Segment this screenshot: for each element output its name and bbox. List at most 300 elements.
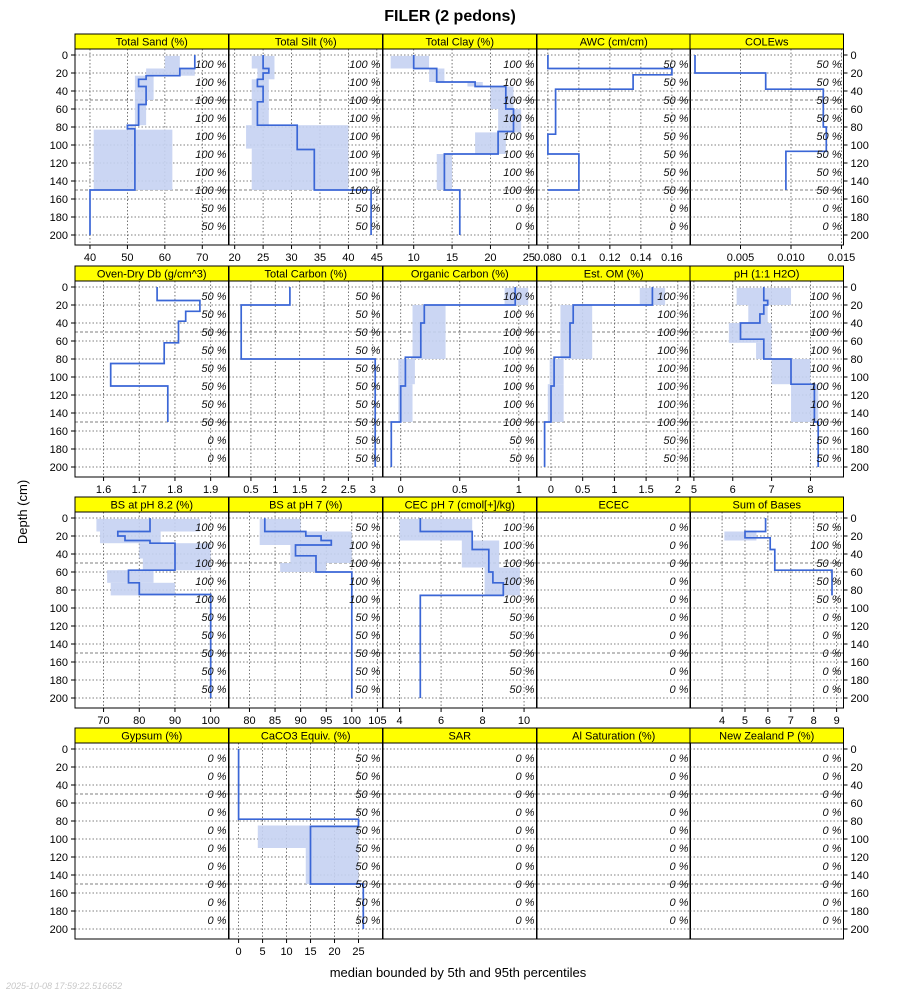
percent-label: 50 % — [663, 435, 689, 447]
x-tick-label: 7 — [768, 484, 775, 496]
panel-frame — [75, 743, 229, 939]
panel-title: Sum of Bases — [732, 499, 801, 512]
percent-label: 50 % — [663, 95, 689, 107]
depth-tick-label: 200 — [850, 924, 869, 936]
percent-label: 0 % — [822, 879, 842, 891]
depth-tick-label: 20 — [850, 531, 863, 543]
percentile-band — [400, 519, 473, 541]
percent-label: 50 % — [201, 291, 227, 303]
depth-tick-label: 120 — [49, 852, 68, 864]
panel-title: BS at pH 7 (%) — [269, 499, 343, 512]
x-tick-label: 0.12 — [599, 252, 621, 264]
percent-label: 100 % — [503, 309, 535, 321]
panel-frame — [690, 743, 844, 939]
percentile-band — [748, 305, 767, 323]
panel-data — [391, 55, 521, 235]
percent-label: 50 % — [355, 753, 381, 765]
percentile-band — [165, 56, 180, 69]
x-tick-label: 15 — [304, 946, 317, 958]
percent-label: 50 % — [355, 345, 381, 357]
depth-tick-label: 200 — [850, 230, 869, 242]
depth-tick-label: 120 — [850, 390, 869, 402]
panel-data — [695, 55, 826, 190]
percent-label: 0 % — [207, 435, 227, 447]
percentile-band — [252, 149, 349, 190]
percent-label: 0 % — [669, 666, 689, 678]
depth-tick-label: 140 — [850, 408, 869, 420]
percent-label: 100 % — [349, 113, 381, 125]
x-tick-label: 0.16 — [661, 252, 683, 264]
percent-label: 100 % — [810, 291, 842, 303]
panel — [50, 497, 229, 727]
percent-label: 0 % — [207, 453, 227, 465]
percent-label: 0 % — [669, 825, 689, 837]
median-line — [111, 287, 200, 422]
x-tick-label: 60 — [158, 252, 171, 264]
x-tick-label: 40 — [342, 252, 355, 264]
percent-label: 100 % — [195, 149, 227, 161]
percent-label: 50 % — [355, 612, 381, 624]
percentile-band — [475, 132, 506, 154]
x-tick-label: 45 — [370, 252, 383, 264]
x-tick-label: 100 — [201, 715, 220, 727]
x-tick-label: 30 — [285, 252, 298, 264]
panel — [229, 728, 383, 958]
percent-label: 0 % — [669, 558, 689, 570]
depth-tick-label: 100 — [850, 140, 869, 152]
percent-label: 100 % — [503, 594, 535, 606]
percent-label: 0 % — [515, 897, 535, 909]
x-tick-label: 3 — [369, 484, 376, 496]
percent-label: 100 % — [810, 327, 842, 339]
panel — [537, 266, 691, 496]
depth-tick-label: 80 — [55, 585, 68, 597]
percent-label: 0 % — [822, 789, 842, 801]
x-tick-label: 40 — [83, 252, 97, 264]
x-tick-label: 1.8 — [167, 484, 183, 496]
x-tick-label: 70 — [196, 252, 209, 264]
depth-tick-label: 120 — [850, 852, 869, 864]
x-tick-label: 0.005 — [726, 252, 755, 264]
percent-label: 100 % — [349, 59, 381, 71]
percent-label: 100 % — [195, 594, 227, 606]
percentile-band — [560, 305, 592, 359]
percentile-band — [413, 305, 446, 359]
depth-tick-label: 80 — [55, 122, 68, 134]
depth-tick-label: 60 — [850, 567, 863, 579]
depth-tick-label: 200 — [49, 693, 68, 705]
x-tick-label: 25 — [256, 252, 270, 264]
panel-title: Total Carbon (%) — [264, 268, 348, 281]
percent-label: 50 % — [816, 594, 842, 606]
percent-label: 100 % — [503, 399, 535, 411]
percent-label: 50 % — [663, 59, 689, 71]
percent-label: 50 % — [355, 666, 381, 678]
percent-label: 0 % — [822, 630, 842, 642]
percent-label: 50 % — [355, 879, 381, 891]
depth-tick-label: 60 — [55, 798, 68, 810]
depth-tick-label: 120 — [850, 158, 869, 170]
depth-tick-label: 140 — [49, 176, 68, 188]
x-tick-label: 7 — [787, 715, 794, 727]
depth-tick-label: 20 — [55, 531, 68, 543]
panel — [690, 34, 869, 264]
percent-label: 50 % — [509, 453, 535, 465]
depth-tick-label: 0 — [61, 744, 68, 756]
percent-label: 100 % — [810, 345, 842, 357]
depth-tick-label: 20 — [55, 68, 68, 80]
panel-title: BS at pH 8.2 (%) — [110, 499, 194, 512]
panel-data — [400, 518, 520, 698]
percent-label: 50 % — [816, 77, 842, 89]
x-tick-label: 105 — [368, 715, 387, 727]
percent-label: 50 % — [201, 327, 227, 339]
percent-label: 0 % — [207, 897, 227, 909]
percent-label: 50 % — [355, 399, 381, 411]
depth-tick-label: 180 — [49, 906, 68, 918]
percent-label: 0 % — [515, 753, 535, 765]
depth-tick-label: 160 — [850, 657, 869, 669]
percent-label: 0 % — [207, 861, 227, 873]
percent-label: 100 % — [503, 77, 535, 89]
x-tick-label: 25 — [522, 252, 535, 264]
percent-label: 0 % — [669, 879, 689, 891]
x-tick-label: 0.1 — [571, 252, 587, 264]
depth-tick-label: 0 — [850, 744, 857, 756]
panel-title: SAR — [448, 730, 472, 743]
x-tick-label: 95 — [320, 715, 333, 727]
x-tick-label: 6 — [764, 715, 771, 727]
x-tick-label: 0 — [397, 484, 404, 496]
percentile-band — [260, 519, 301, 532]
panel — [50, 266, 229, 496]
percent-label: 100 % — [349, 558, 381, 570]
percent-label: 0 % — [669, 221, 689, 233]
depth-tick-label: 160 — [850, 426, 869, 438]
x-tick-label: 80 — [133, 715, 146, 727]
percent-label: 0 % — [207, 825, 227, 837]
panel-title: Oven-Dry Db (g/cm^3) — [96, 268, 207, 281]
percent-label: 50 % — [663, 149, 689, 161]
percent-label: 100 % — [503, 381, 535, 393]
depth-tick-label: 100 — [49, 834, 68, 846]
x-tick-label: 1 — [611, 484, 618, 496]
percentile-band — [146, 69, 195, 76]
percent-label: 50 % — [355, 789, 381, 801]
percent-label: 50 % — [201, 399, 227, 411]
panel — [383, 497, 537, 727]
percent-label: 100 % — [503, 59, 535, 71]
percent-label: 0 % — [515, 843, 535, 855]
depth-tick-label: 20 — [850, 300, 863, 312]
percent-label: 50 % — [663, 453, 689, 465]
percent-label: 50 % — [355, 309, 381, 321]
panel-title: CaCO3 Equiv. (%) — [260, 730, 351, 743]
depth-tick-label: 140 — [850, 870, 869, 882]
percent-label: 50 % — [816, 149, 842, 161]
x-tick-label: 1.5 — [638, 484, 654, 496]
percent-label: 0 % — [207, 771, 227, 783]
percent-label: 50 % — [663, 167, 689, 179]
percent-label: 0 % — [515, 203, 535, 215]
percent-label: 0 % — [822, 843, 842, 855]
x-tick-label: 1.9 — [203, 484, 219, 496]
depth-tick-label: 200 — [49, 924, 68, 936]
panel-data — [729, 287, 818, 467]
percent-label: 100 % — [195, 558, 227, 570]
percent-label: 100 % — [503, 95, 535, 107]
panel-frame — [383, 743, 537, 939]
percent-label: 50 % — [201, 381, 227, 393]
percent-label: 50 % — [355, 327, 381, 339]
panel — [229, 266, 383, 496]
percent-label: 50 % — [509, 666, 535, 678]
depth-tick-label: 140 — [49, 408, 68, 420]
x-tick-label: 25 — [352, 946, 365, 958]
depth-tick-label: 80 — [55, 354, 68, 366]
percent-label: 50 % — [816, 435, 842, 447]
percent-label: 50 % — [201, 684, 227, 696]
percent-label: 0 % — [515, 861, 535, 873]
percent-label: 50 % — [355, 630, 381, 642]
panel-grid — [383, 749, 537, 929]
percentile-band — [280, 563, 326, 572]
percentile-band — [94, 130, 173, 190]
panel-data — [111, 287, 200, 422]
percent-label: 100 % — [349, 149, 381, 161]
percent-label: 50 % — [509, 630, 535, 642]
percent-label: 0 % — [669, 861, 689, 873]
depth-tick-label: 180 — [49, 444, 68, 456]
depth-tick-label: 40 — [55, 86, 68, 98]
x-tick-label: 15 — [445, 252, 459, 264]
percent-label: 100 % — [195, 131, 227, 143]
percent-label: 0 % — [822, 666, 842, 678]
x-tick-label: 5 — [741, 715, 749, 727]
percent-label: 100 % — [195, 522, 227, 534]
depth-tick-label: 180 — [49, 212, 68, 224]
panel-grid — [537, 749, 691, 929]
depth-tick-label: 20 — [55, 762, 68, 774]
depth-tick-label: 160 — [49, 888, 68, 900]
percent-label: 50 % — [355, 291, 381, 303]
percent-label: 0 % — [822, 897, 842, 909]
percent-label: 50 % — [355, 453, 381, 465]
percent-label: 50 % — [816, 95, 842, 107]
depth-tick-label: 140 — [49, 639, 68, 651]
percent-label: 0 % — [822, 861, 842, 873]
percent-label: 50 % — [663, 131, 689, 143]
percent-label: 0 % — [515, 771, 535, 783]
percent-label: 100 % — [503, 327, 535, 339]
depth-tick-label: 100 — [49, 372, 68, 384]
percent-label: 50 % — [355, 843, 381, 855]
panel-data — [90, 55, 195, 235]
depth-tick-label: 40 — [850, 318, 863, 330]
depth-tick-label: 160 — [850, 194, 869, 206]
depth-tick-label: 200 — [49, 462, 68, 474]
percent-label: 0 % — [515, 221, 535, 233]
percent-label: 100 % — [657, 363, 689, 375]
percent-label: 100 % — [503, 558, 535, 570]
depth-tick-label: 40 — [55, 318, 68, 330]
percent-label: 100 % — [503, 167, 535, 179]
depth-tick-label: 180 — [850, 444, 869, 456]
x-tick-label: 1.7 — [131, 484, 147, 496]
percent-label: 100 % — [349, 594, 381, 606]
percent-label: 100 % — [810, 381, 842, 393]
x-tick-label: 0 — [547, 484, 555, 496]
percent-label: 50 % — [355, 684, 381, 696]
panel — [690, 728, 869, 939]
percent-label: 0 % — [669, 807, 689, 819]
x-axis-label: median bounded by 5th and 95th percentiles — [329, 965, 587, 980]
percent-label: 100 % — [503, 291, 535, 303]
panel-title: CEC pH 7 (cmol[+]/kg) — [404, 499, 515, 512]
x-tick-label: 100 — [342, 715, 361, 727]
depth-tick-label: 60 — [55, 567, 68, 579]
percent-label: 100 % — [657, 291, 689, 303]
percent-label: 0 % — [669, 612, 689, 624]
percent-label: 100 % — [503, 113, 535, 125]
percent-label: 100 % — [810, 363, 842, 375]
percent-label: 50 % — [355, 363, 381, 375]
percentile-band — [135, 87, 154, 101]
panel-frame — [537, 512, 691, 708]
percent-label: 100 % — [503, 363, 535, 375]
percent-label: 0 % — [207, 879, 227, 891]
depth-tick-label: 140 — [49, 870, 68, 882]
percent-label: 100 % — [503, 576, 535, 588]
percent-label: 100 % — [503, 131, 535, 143]
x-tick-label: 50 — [121, 252, 134, 264]
percent-label: 50 % — [201, 666, 227, 678]
percent-label: 0 % — [822, 915, 842, 927]
percent-label: 0 % — [669, 753, 689, 765]
depth-tick-label: 0 — [850, 513, 857, 525]
percentile-band — [398, 359, 415, 384]
depth-tick-label: 180 — [850, 906, 869, 918]
depth-tick-label: 160 — [49, 426, 68, 438]
percent-label: 0 % — [207, 843, 227, 855]
x-tick-label: 90 — [168, 715, 182, 727]
percent-label: 50 % — [201, 630, 227, 642]
percentile-band — [550, 359, 564, 384]
percent-label: 100 % — [349, 95, 381, 107]
percent-label: 0 % — [822, 612, 842, 624]
depth-tick-label: 120 — [49, 390, 68, 402]
x-tick-label: 90 — [294, 715, 307, 727]
depth-tick-label: 160 — [850, 888, 869, 900]
percentile-band — [306, 848, 359, 884]
percent-label: 0 % — [822, 825, 842, 837]
percent-label: 50 % — [201, 203, 227, 215]
x-tick-label: 6 — [438, 715, 445, 727]
x-tick-label: 80 — [243, 715, 256, 727]
percent-label: 50 % — [201, 363, 227, 375]
x-tick-label: 2.5 — [340, 484, 357, 496]
percentile-band — [252, 79, 269, 100]
percent-label: 0 % — [669, 594, 689, 606]
percent-label: 100 % — [349, 576, 381, 588]
percent-label: 0 % — [822, 807, 842, 819]
panel-title: pH (1:1 H2O) — [734, 268, 800, 281]
percent-label: 0 % — [669, 897, 689, 909]
percent-label: 0 % — [515, 789, 535, 801]
x-tick-label: 10 — [280, 946, 293, 958]
depth-tick-label: 180 — [49, 675, 68, 687]
x-tick-label: 0.14 — [630, 252, 652, 264]
x-tick-label: 0.015 — [827, 252, 856, 264]
x-tick-label: 1.5 — [292, 484, 308, 496]
x-tick-label: 5 — [690, 484, 697, 496]
depth-tick-label: 0 — [850, 282, 857, 294]
y-axis-label: Depth (cm) — [15, 479, 30, 545]
percent-label: 50 % — [355, 221, 381, 233]
panel-grid — [690, 749, 844, 929]
depth-tick-label: 40 — [55, 549, 68, 561]
panel — [383, 34, 537, 264]
percent-label: 100 % — [657, 399, 689, 411]
panel — [50, 34, 229, 264]
percent-label: 0 % — [669, 789, 689, 801]
percent-label: 50 % — [816, 59, 842, 71]
percent-label: 100 % — [349, 540, 381, 552]
percent-label: 50 % — [816, 185, 842, 197]
x-tick-label: 1 — [515, 484, 522, 496]
panel — [229, 34, 383, 264]
x-tick-label: 0.010 — [777, 252, 805, 264]
percent-label: 0 % — [822, 771, 842, 783]
panel — [537, 728, 691, 939]
depth-tick-label: 40 — [850, 549, 863, 561]
depth-tick-label: 160 — [49, 194, 68, 206]
percent-label: 50 % — [509, 648, 535, 660]
percent-label: 0 % — [515, 879, 535, 891]
depth-tick-label: 200 — [850, 693, 869, 705]
depth-tick-label: 100 — [49, 603, 68, 615]
percent-label: 100 % — [349, 167, 381, 179]
percentile-band — [111, 583, 175, 596]
percent-label: 100 % — [195, 167, 227, 179]
x-tick-label: 4 — [396, 715, 403, 727]
x-tick-label: 2 — [320, 484, 328, 496]
percent-label: 0 % — [669, 771, 689, 783]
panel-title: Gypsum (%) — [121, 730, 183, 743]
percent-label: 100 % — [657, 345, 689, 357]
depth-tick-label: 80 — [850, 122, 863, 134]
x-tick-label: 5 — [259, 946, 266, 958]
percent-label: 50 % — [201, 417, 227, 429]
panel-grid — [537, 518, 691, 698]
depth-tick-label: 80 — [55, 816, 68, 828]
x-tick-label: 9 — [833, 715, 840, 727]
depth-tick-label: 140 — [850, 176, 869, 188]
percent-label: 100 % — [657, 309, 689, 321]
x-tick-label: 0.080 — [534, 252, 562, 264]
depth-tick-label: 20 — [850, 762, 863, 774]
x-tick-label: 20 — [328, 946, 341, 958]
percent-label: 50 % — [201, 612, 227, 624]
percent-label: 50 % — [816, 167, 842, 179]
depth-tick-label: 60 — [850, 336, 863, 348]
percentile-band — [258, 826, 359, 849]
depth-tick-label: 60 — [850, 104, 863, 116]
panels-group — [50, 34, 869, 958]
percent-label: 0 % — [822, 648, 842, 660]
panel-frame — [537, 743, 691, 939]
percent-label: 50 % — [355, 435, 381, 447]
